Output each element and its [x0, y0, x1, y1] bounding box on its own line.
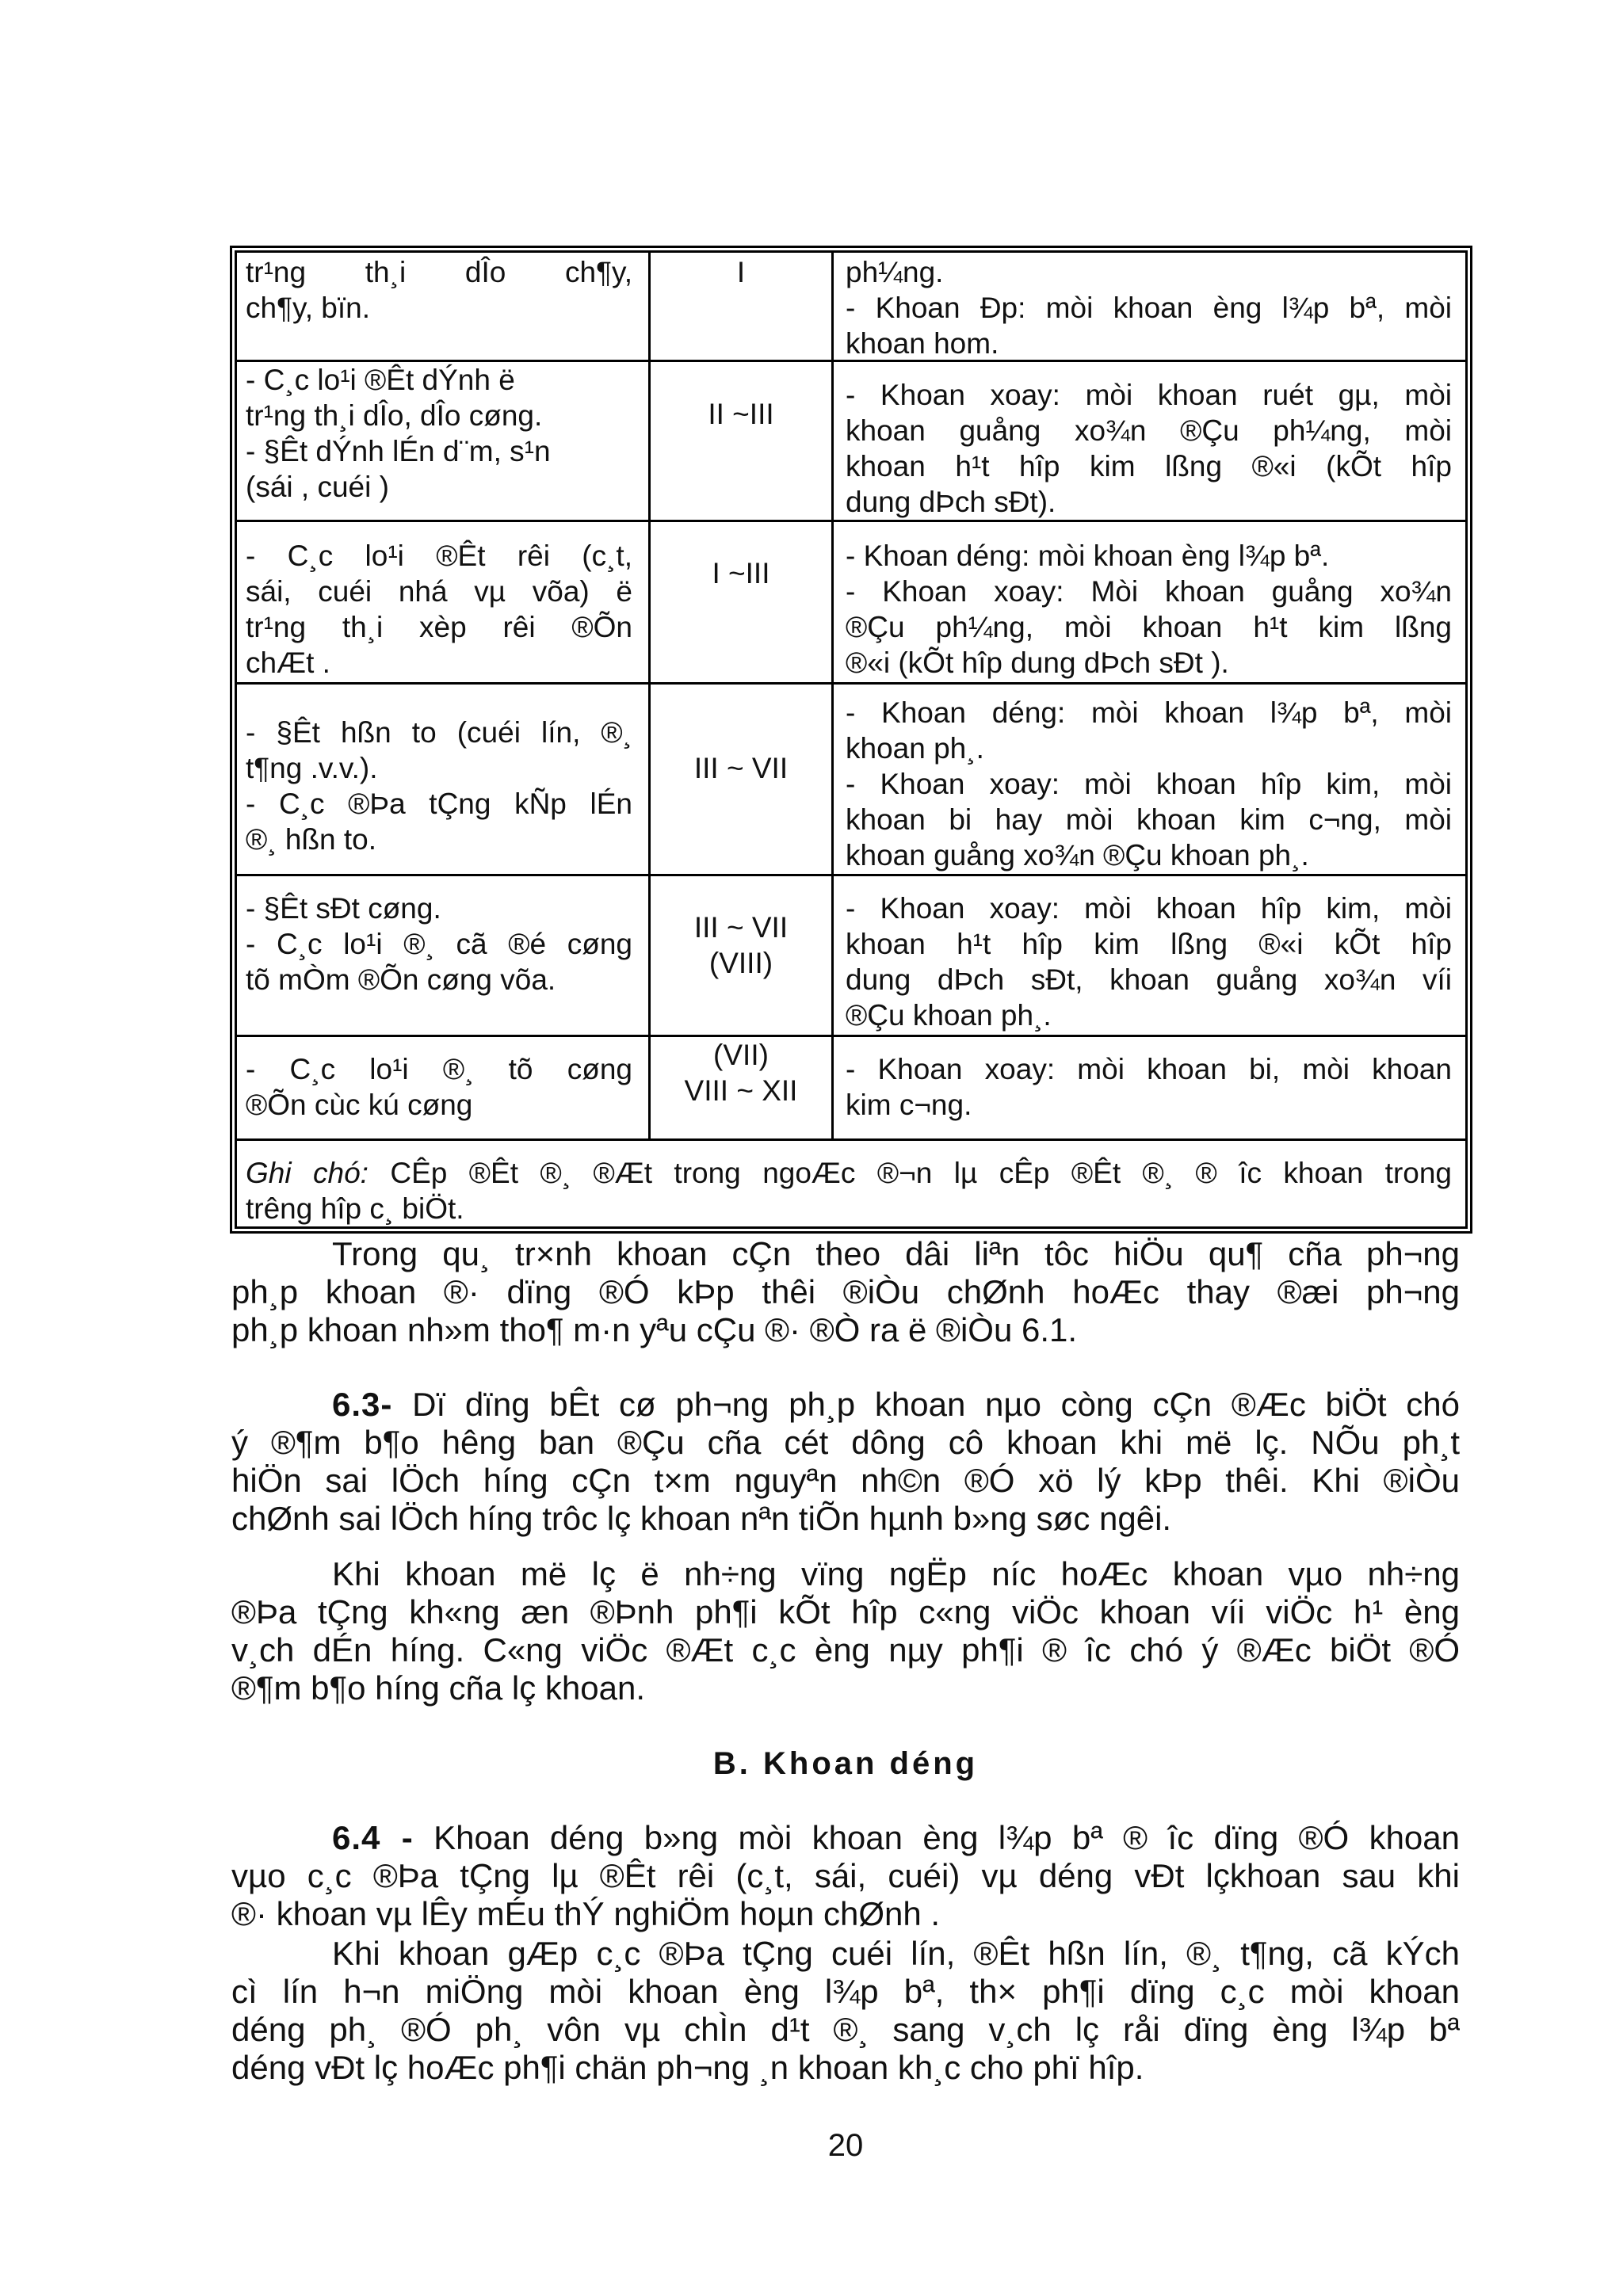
text-line: ®Çu ph¼ng, mòi khoan h¹t kim lßng	[846, 611, 1452, 643]
text-line: - Khoan déng: mòi khoan l¾p bª, mòi	[846, 696, 1452, 729]
paragraph-line: ®Þa tÇng kh«ng æn ®Þnh ph¶i kÕt hîp c«ng viÖc khoan víi viÖc h¹ èng	[231, 1593, 1460, 1630]
paragraph-line: v¸ch dÉn híng. C«ng viÖc ®Æt c¸c èng nµy ph¶i ® îc chó ý ®Æc biÖt ®Ó	[231, 1631, 1460, 1669]
table-row	[237, 1035, 1465, 1138]
text-line: khoan h¹t hîp kim lßng ®«i kÕt hîp	[846, 928, 1452, 960]
text-line: - Khoan xoay: mòi khoan hîp kim, mòi	[846, 892, 1452, 925]
text-line: I	[736, 256, 746, 288]
text-line: khoan h¹t hîp kim lßng ®«i (kÕt hîp	[846, 450, 1452, 482]
drilling-method-cell	[831, 1037, 1465, 1138]
drilling-method-cell	[831, 876, 1465, 1035]
paragraph-line: ®¶m b¶o híng cña lç khoan.	[231, 1669, 646, 1707]
text-line: trêng hîp c¸ biÖt.	[246, 1192, 464, 1225]
text-line: tr¹ng th¸i dÎo ch¶y,	[246, 256, 632, 288]
paragraph	[231, 1935, 1460, 2087]
section-heading: B. Khoan déng	[712, 1746, 979, 1781]
text-line: khoan hom.	[846, 327, 999, 360]
text-line: dung dÞch sÐt).	[846, 486, 1056, 518]
drilling-method-cell	[831, 685, 1465, 874]
text-line: dung dÞch sÐt, khoan guång xo¾n víi	[846, 963, 1452, 996]
soil-grade-cell	[648, 253, 831, 360]
text-line: - C¸c ®Þa tÇng kÑp lÉn	[246, 788, 632, 820]
paragraph-line	[231, 1819, 1460, 1857]
text-line: VIII ~ XII	[684, 1074, 798, 1107]
page-number: 20	[827, 2128, 864, 2163]
paragraph	[231, 1819, 1460, 1933]
text-line: khoan ph¸.	[846, 732, 984, 765]
text-line: ®«i (kÕt hîp dung dÞch sÐt ).	[846, 646, 1229, 679]
text-line: t¶ng .v.v.).	[246, 752, 378, 784]
table-row	[237, 874, 1465, 1035]
text-line: (sái , cuéi )	[246, 471, 389, 503]
text-line: - Khoan xoay: mòi khoan bi, mòi khoan	[846, 1053, 1452, 1085]
soil-type-cell	[237, 522, 648, 682]
paragraph-line: ph¸p khoan ®· dïng ®Ó kÞp thêi ®iÒu chØnh hoÆc thay ®æi ph¬ng	[231, 1273, 1460, 1310]
text-line: sái, cuéi nhá vµ võa) ë	[246, 575, 632, 608]
text-line: tr¹ng th¸i dÎo, dÎo cøng.	[246, 399, 543, 432]
text-line	[246, 1155, 1452, 1191]
text-line: I ~III	[712, 557, 770, 589]
text-line: ®¸ hßn to.	[246, 823, 377, 856]
text-line: khoan bi hay mòi khoan kim c¬ng, mòi	[846, 803, 1452, 836]
paragraph	[231, 1386, 1460, 1538]
text-line: khoan guång xo¾n ®Çu ph¼ng, mòi	[846, 414, 1452, 447]
note-text: CÊp ®Êt ®¸ ®Æt trong ngoÆc ®¬n lµ cÊp ®Êt ®¸ ® îc khoan trong	[390, 1157, 1452, 1189]
table-note	[237, 1141, 1465, 1226]
text-line: chÆt .	[246, 646, 330, 679]
table-row	[237, 253, 1465, 360]
paragraph	[231, 1555, 1460, 1707]
text-line: - Khoan xoay: Mòi khoan guång xo¾n	[846, 575, 1452, 608]
drilling-method-cell	[831, 362, 1465, 520]
paragraph-line: Khi khoan më lç ë nh÷ng vïng ngËp níc hoÆc khoan vµo nh÷ng	[332, 1555, 1460, 1592]
text-line: kim c¬ng.	[846, 1089, 972, 1121]
text-line: - C¸c lo¹i ®¸ tõ cøng	[246, 1053, 632, 1085]
note-label: Ghi chó:	[246, 1157, 369, 1189]
text-line: (VIII)	[708, 947, 773, 979]
text-line: tr¹ng th¸i xèp rêi ®Õn	[246, 611, 632, 643]
text-line: - C¸c lo¹i ®Êt dÝnh ë	[246, 364, 515, 396]
text-line: ch¶y, bïn.	[246, 292, 370, 324]
paragraph-line: ®· khoan vµ lÊy mÉu thÝ nghiÖm hoµn chØnh .	[231, 1895, 941, 1932]
table-row	[237, 520, 1465, 682]
text-line: - §Êt dÝnh lÉn d¨m, s¹n	[246, 435, 551, 467]
soil-type-cell	[237, 362, 648, 520]
paragraph-line: cì lín h¬n miÖng mòi khoan èng l¾p bª, th× ph¶i dïng c¸c mòi khoan	[231, 1973, 1460, 2010]
paragraph-line: Khi khoan gÆp c¸c ®Þa tÇng cuéi lín, ®Êt hßn lín, ®¸ t¶ng, cã kÝch	[332, 1935, 1460, 1972]
clause-number: 6.3-	[332, 1386, 393, 1423]
text-line: (VII)	[713, 1039, 769, 1071]
text-line: - Khoan déng: mòi khoan èng l¾p bª.	[846, 540, 1330, 572]
drilling-method-cell	[831, 253, 1465, 360]
text-line: - C¸c lo¹i ®Êt rêi (c¸t,	[246, 540, 632, 572]
table-note-row	[237, 1138, 1465, 1226]
paragraph-text: Dï dïng bÊt cø ph¬ng ph¸p khoan nµo còng cÇn ®Æc biÖt chó	[412, 1386, 1460, 1423]
paragraph-line: Trong qu¸ tr×nh khoan cÇn theo dâi liªn tôc hiÖu qu¶ cña ph¬ng	[332, 1235, 1460, 1272]
soil-grade-cell	[648, 362, 831, 520]
text-line: khoan guång xo¾n ®Çu khoan ph¸.	[846, 839, 1309, 871]
text-line: - §Êt hßn to (cuéi lín, ®¸	[246, 716, 632, 749]
text-line: - §Êt sÐt cøng.	[246, 892, 441, 925]
text-line: III ~ VII	[693, 752, 789, 784]
soil-type-cell	[237, 253, 648, 360]
text-line: ®Õn cùc kú cøng	[246, 1089, 473, 1121]
soil-grade-cell	[648, 685, 831, 874]
paragraph-line: chØnh sai lÖch híng trôc lç khoan nªn tiÕn hµnh b»ng søc ngêi.	[231, 1500, 1172, 1537]
table-row	[237, 682, 1465, 874]
text-line: - Khoan xoay: mòi khoan ruét gµ, mòi	[846, 379, 1452, 411]
soil-grade-cell	[648, 522, 831, 682]
drilling-method-cell	[831, 522, 1465, 682]
text-line: II ~III	[708, 398, 774, 430]
text-line: tõ mÒm ®Õn cøng võa.	[246, 963, 556, 996]
text-line: - Khoan xoay: mòi khoan hîp kim, mòi	[846, 768, 1452, 800]
text-line: III ~ VII	[693, 911, 789, 944]
table-row	[237, 360, 1465, 520]
paragraph-line	[231, 1386, 1460, 1424]
paragraph-line: hiÖn sai lÖch híng cÇn t×m nguyªn nh©n ®Ó xö lý kÞp thêi. Khi ®iÒu	[231, 1462, 1460, 1499]
text-line: ph¼ng.	[846, 256, 944, 288]
paragraph-line: déng ph¸ ®Ó ph¸ vôn vµ chÌn d¹t ®¸ sang v¸ch lç råi dïng èng l¾p bª	[231, 2011, 1460, 2048]
paragraph	[231, 1235, 1460, 1349]
paragraph-line: ph¸p khoan nh»m tho¶ m·n yªu cÇu ®· ®Ò ra ë ®iÒu 6.1.	[231, 1311, 1078, 1348]
clause-number: 6.4 -	[332, 1819, 414, 1856]
text-line: - C¸c lo¹i ®¸ cã ®é cøng	[246, 928, 632, 960]
text-line: ®Çu khoan ph¸.	[846, 999, 1052, 1032]
paragraph-line: vµo c¸c ®Þa tÇng lµ ®Êt rêi (c¸t, sái, cuéi) vµ déng vÐt lçkhoan sau khi	[231, 1857, 1460, 1894]
drilling-method-table	[230, 246, 1472, 1234]
paragraph-line: ý ®¶m b¶o hêng ban ®Çu cña cét dông cô khoan khi më lç. NÕu ph¸t	[231, 1424, 1460, 1461]
soil-type-cell	[237, 685, 648, 874]
soil-grade-cell	[648, 876, 831, 1035]
paragraph-text: Khoan déng b»ng mòi khoan èng l¾p bª ® îc dïng ®Ó khoan	[433, 1819, 1460, 1856]
paragraph-line: déng vÐt lç hoÆc ph¶i chän ph¬ng ¸n khoan kh¸c cho phï hîp.	[231, 2049, 1144, 2086]
soil-grade-cell	[648, 1037, 831, 1138]
text-line: - Khoan Ðp: mòi khoan èng l¾p bª, mòi	[846, 292, 1452, 324]
soil-type-cell	[237, 1037, 648, 1138]
soil-type-cell	[237, 876, 648, 1035]
